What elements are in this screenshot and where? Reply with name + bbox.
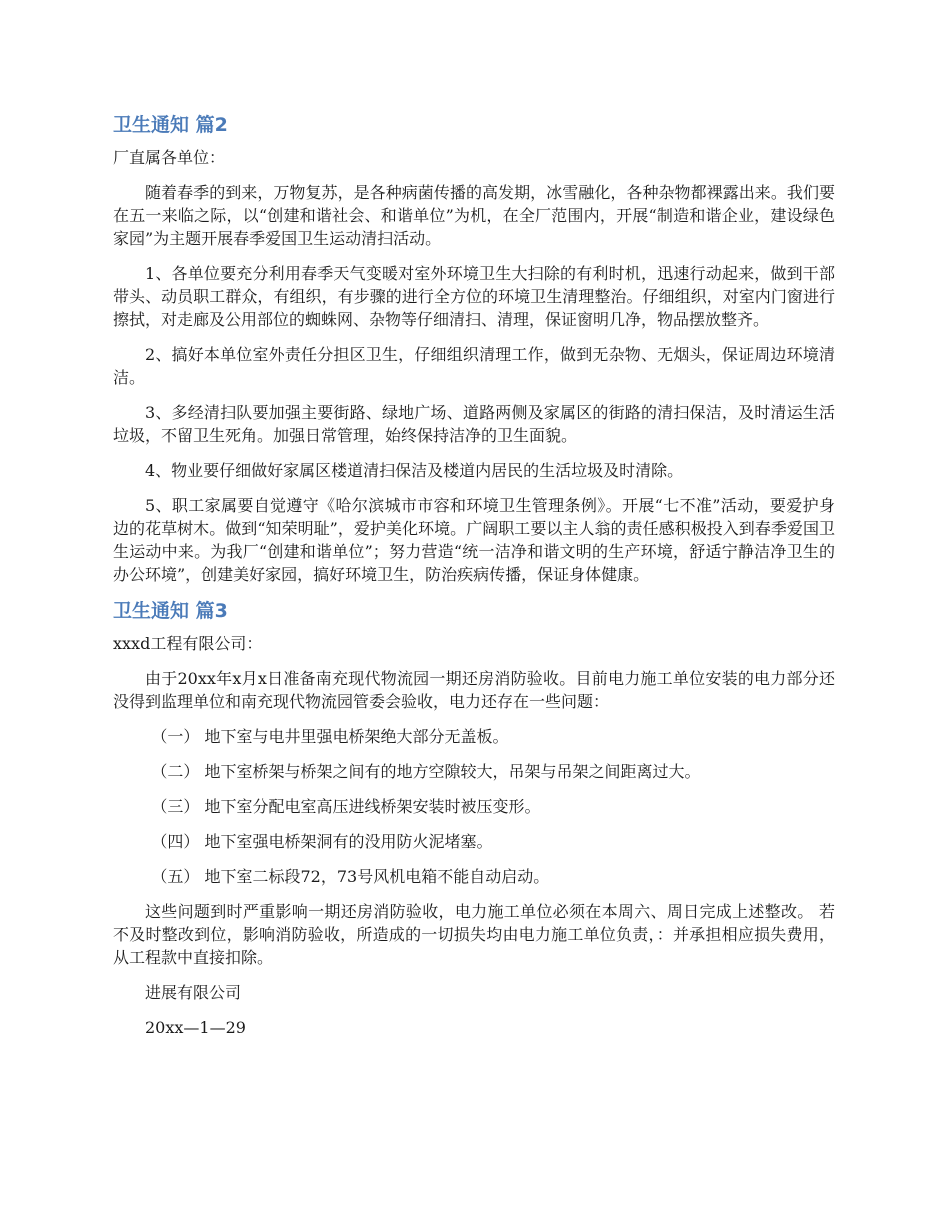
- section-3-item-1: （一） 地下室与电井里强电桥架绝大部分无盖板。: [151, 727, 509, 746]
- section-3-item-5: （五） 地下室二标段72，73号风机电箱不能自动启动。: [151, 867, 550, 886]
- section-2-paragraph-intro: 随着春季的到来，万物复苏，是各种病菌传播的高发期，冰雪融化，各种杂物都裸露出来。我们要在五一来临之际，以“创建和谐社会、和谐单位”为机，在全厂范围内，开展“制造和谐企业，建设绿色家园”为主题开展春季爱国卫生运动清扫活动。: [113, 183, 835, 248]
- section-3-item-4: （四） 地下室强电桥架洞有的没用防火泥堵塞。: [151, 832, 493, 851]
- section-3-closing: 这些问题到时严重影响一期还房消防验收，电力施工单位必须在本周六、周日完成上述整改。 若不及时整改到位，影响消防验收，所造成的一切损失均由电力施工单位负责，：并承担相应损失费用，从工程款中直接扣除。: [113, 902, 835, 967]
- section-2-paragraph-3: 3、多经清扫队要加强主要街路、绿地广场、道路两侧及家属区的街路的清扫保洁，及时清运生活垃圾，不留卫生死角。加强日常管理，始终保持洁净的卫生面貌。: [113, 403, 835, 445]
- section-3-title: 卫生通知 篇3: [113, 600, 228, 622]
- section-2-salutation: 厂直属各单位：: [113, 148, 226, 167]
- section-2-paragraph-4: 4、物业要仔细做好家属区楼道清扫保洁及楼道内居民的生活垃圾及时清除。: [145, 461, 684, 480]
- section-3-signature: 进展有限公司: [145, 983, 242, 1002]
- section-3-item-2: （二） 地下室桥架与桥架之间有的地方空隙较大，吊架与吊架之间距离过大。: [151, 762, 701, 781]
- section-2-paragraph-1: 1、各单位要充分利用春季天气变暖对室外环境卫生大扫除的有利时机，迅速行动起来，做到干部带头、动员职工群众，有组织，有步骤的进行全方位的环境卫生清理整治。仔细组织，对室内门窗进行擦拭，对走廊及公用部位的蜘蛛网、杂物等仔细清扫、清理，保证窗明几净，物品摆放整齐。: [113, 264, 835, 329]
- section-3-item-3: （三） 地下室分配电室高压进线桥架安装时被压变形。: [151, 797, 541, 816]
- section-3-intro: 由于20xx年x月x日准备南充现代物流园一期还房消防验收。目前电力施工单位安装的电力部分还没得到监理单位和南充现代物流园管委会验收，电力还存在一些问题：: [113, 669, 835, 711]
- section-2-paragraph-5: 5、职工家属要自觉遵守《哈尔滨城市市容和环境卫生管理条例》。开展“七不准”活动，要爱护身边的花草树木。做到“知荣明耻”，爱护美化环境。广阔职工要以主人翁的责任感积极投入到春季爱国卫生运动中来。为我厂“创建和谐单位”；努力营造“统一洁净和谐文明的生产环境，舒适宁静洁净卫生的办公环境”，创建美好家园，搞好环境卫生，防治疾病传播，保证身体健康。: [113, 496, 835, 584]
- section-2-title: 卫生通知 篇2: [113, 114, 228, 136]
- section-3-date: 20xx—1—29: [145, 1018, 246, 1037]
- section-3-salutation: xxxd工程有限公司：: [113, 634, 263, 653]
- section-2-paragraph-2: 2、搞好本单位室外责任分担区卫生，仔细组织清理工作，做到无杂物、无烟头，保证周边环境清洁。: [113, 345, 835, 387]
